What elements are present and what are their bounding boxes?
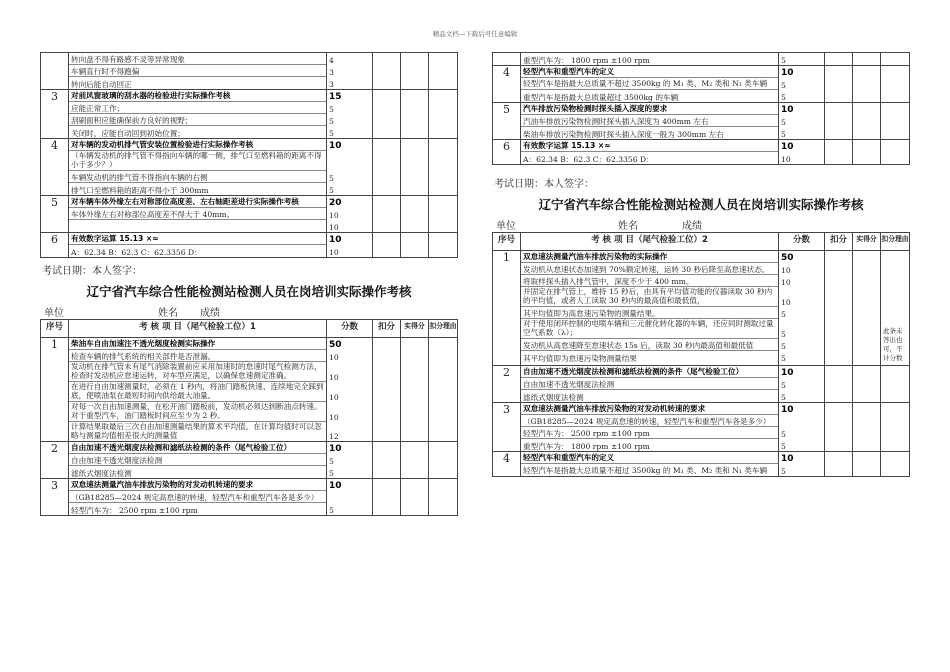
item-score	[327, 491, 372, 503]
score-cell	[327, 90, 373, 139]
deduct-cell[interactable]	[373, 233, 401, 258]
items-cell	[521, 251, 779, 366]
reason-cell[interactable]	[429, 53, 458, 90]
row-number: 3	[503, 403, 510, 416]
table-row	[41, 196, 458, 233]
deduct-cell[interactable]	[373, 338, 401, 442]
col-score: 分数	[779, 233, 825, 251]
deduct-cell[interactable]	[373, 442, 401, 479]
table-row	[493, 452, 910, 477]
row-number-cell	[41, 479, 69, 516]
actual-score-cell[interactable]	[853, 403, 881, 452]
deduct-cell[interactable]	[373, 90, 401, 139]
row-number-cell	[41, 53, 69, 90]
col-actual: 实得分	[401, 320, 429, 338]
item-text: 重型汽车为： 1800 rpm ±100 rpm	[523, 56, 650, 65]
item-heading: 有效数字运算 15.13 ×≈	[69, 233, 326, 245]
item-heading-score: 15	[329, 92, 342, 102]
item-text: 排气口至燃料箱的距离不得小于 300mm	[71, 186, 209, 195]
item-score: 5	[781, 430, 786, 439]
item-heading: 双怠速法测量汽油车排放污染物的对发动机转速的要求	[69, 479, 326, 491]
reason-cell[interactable]	[429, 442, 458, 479]
col-no: 序号	[41, 320, 69, 338]
deduct-cell[interactable]	[825, 140, 853, 165]
item-text: 轻型汽车是指最大总质量不超过 3500kg 的 M₁ 类、M₂ 类和 N₁ 类车辆	[521, 78, 778, 90]
item-text: （GB18285—2024 规定高怠速的转速，轻型汽车和重型汽车各是多少）	[521, 415, 778, 427]
actual-score-cell[interactable]	[853, 452, 881, 477]
exam-score-table	[492, 232, 910, 477]
row-number-cell	[493, 251, 521, 366]
item-score: 10	[781, 266, 791, 275]
result-label: 成绩	[682, 221, 702, 232]
reason-cell[interactable]	[881, 251, 910, 366]
row-number: 5	[51, 196, 58, 209]
item-score: 5	[781, 81, 786, 90]
items-cell	[69, 53, 327, 90]
item-score: 5	[781, 330, 786, 339]
deduct-cell[interactable]	[373, 196, 401, 233]
table-row	[493, 366, 910, 403]
item-heading: 对车辆的发动机排气管安装位置检验进行实际操作考核	[69, 139, 326, 151]
item-text: 轻型汽车为： 2500 rpm ±100 rpm	[71, 506, 198, 515]
item-score: 10	[329, 373, 339, 382]
item-score: 3	[329, 68, 334, 77]
reason-cell[interactable]	[429, 90, 458, 139]
item-score: 12	[329, 432, 339, 441]
row-number: 6	[503, 140, 510, 153]
items-cell	[521, 366, 779, 403]
reason-cell[interactable]	[429, 139, 458, 196]
score-cell	[779, 103, 825, 140]
item-text: 轻型汽车是指最大总质量不超过 3500kg 的 M₁ 类、M₂ 类和 N₁ 类车辆	[523, 466, 768, 475]
actual-score-cell[interactable]	[853, 103, 881, 140]
item-score: 5	[781, 342, 786, 351]
table-row	[493, 103, 910, 140]
row-number-cell	[41, 196, 69, 233]
reason-cell[interactable]	[881, 103, 910, 140]
item-text: 轻型汽车为： 2500 rpm ±100 rpm	[521, 427, 778, 439]
item-heading: 有效数字运算 15.13 ×≈	[521, 140, 778, 152]
reason-cell[interactable]	[429, 479, 458, 516]
items-cell	[69, 442, 327, 479]
item-heading-score: 10	[781, 405, 794, 415]
reason-cell[interactable]	[881, 66, 910, 103]
reason-cell[interactable]	[881, 140, 910, 165]
right-page	[492, 52, 910, 477]
reason-cell[interactable]	[881, 403, 910, 452]
item-text: 重型汽车为： 1800 rpm ±100 rpm	[523, 442, 650, 451]
actual-score-cell[interactable]	[401, 442, 429, 479]
item-heading-score: 50	[329, 340, 342, 350]
score-cell	[779, 366, 825, 403]
score-cell	[779, 403, 825, 452]
deduct-cell[interactable]	[825, 103, 853, 140]
item-text: 在进行自由加速测量时，必须在 1 秒内，将油门踏板快速、连续地完全踩到底，使喷油泵在最短时间内供给最大油量。	[69, 382, 326, 402]
item-heading: 汽车排放污染物检测时探头插入深度的要求	[521, 103, 778, 115]
row-number: 3	[51, 479, 58, 492]
item-text: 自由加速不透光烟度法检测	[521, 378, 778, 390]
col-deduct: 扣分	[373, 320, 401, 338]
reason-cell[interactable]	[881, 53, 910, 66]
table-row	[41, 338, 458, 442]
top-score-table	[40, 52, 458, 258]
item-text: 车体外缘左右对称部位高度差不得大于 40mm。	[69, 208, 326, 220]
row-number: 6	[51, 233, 58, 246]
candidate-info	[40, 304, 458, 319]
actual-score-cell[interactable]	[401, 196, 429, 233]
score-cell	[779, 251, 825, 366]
score-cell	[327, 53, 373, 90]
col-deduct: 扣分	[825, 233, 853, 251]
item-score: 5	[781, 56, 786, 65]
item-heading-score: 10	[781, 68, 794, 78]
deduct-cell[interactable]	[825, 66, 853, 103]
item-text: 滤纸式烟度法检测	[523, 393, 584, 402]
item-text	[69, 220, 326, 232]
item-score: 5	[329, 105, 334, 114]
reason-cell[interactable]	[429, 196, 458, 233]
item-score	[779, 415, 824, 427]
table-row	[41, 53, 458, 90]
item-score: 5	[329, 469, 334, 478]
item-text: （GB18285—2024 规定高怠速的转速，轻型汽车和重型汽车各是多少）	[69, 491, 326, 503]
items-cell	[69, 90, 327, 139]
name-label: 姓名	[618, 221, 638, 232]
actual-score-cell[interactable]	[853, 251, 881, 366]
deduct-cell[interactable]	[373, 479, 401, 516]
item-text: A：62.34 B：62.3 C：62.3356 D：	[71, 248, 202, 257]
item-score: 5	[781, 393, 786, 402]
item-score: 5	[781, 381, 786, 390]
unit-label: 单位	[496, 221, 516, 232]
row-number-cell	[493, 403, 521, 452]
row-number: 4	[503, 452, 510, 465]
col-item: 考 核 项 目（尾气检验工位）1	[69, 320, 327, 338]
item-score: 4	[329, 56, 334, 65]
row-number: 5	[503, 103, 510, 116]
deduct-cell[interactable]	[373, 139, 401, 196]
item-heading-score: 10	[329, 481, 342, 491]
row-number: 1	[503, 251, 510, 264]
items-cell	[521, 140, 779, 165]
row-number-cell	[41, 90, 69, 139]
score-cell	[327, 196, 373, 233]
score-cell	[327, 338, 373, 442]
row-number-cell	[41, 338, 69, 442]
row-number-cell	[493, 140, 521, 165]
item-score: 5	[781, 354, 786, 363]
deduct-cell[interactable]	[825, 251, 853, 366]
item-score: 5	[329, 117, 334, 126]
table-row	[41, 479, 458, 516]
page-title: 辽宁省汽车综合性能检测站检测人员在岗培训实际操作考核	[86, 284, 412, 299]
items-cell	[521, 66, 779, 103]
row-number: 4	[503, 66, 510, 79]
actual-score-cell[interactable]	[853, 140, 881, 165]
item-score: 10	[781, 278, 791, 287]
top-score-table	[492, 52, 910, 165]
col-score: 分数	[327, 320, 373, 338]
table-row	[41, 90, 458, 139]
candidate-info	[492, 217, 910, 232]
table-row	[493, 53, 910, 66]
row-number: 1	[51, 338, 58, 351]
item-heading: 轻型汽车和重型汽车的定义	[521, 452, 778, 464]
table-row	[493, 403, 910, 452]
item-score: 5	[781, 467, 786, 476]
item-text: 柴油车排放污染物检测时探头插入深度一般为 300mm 左右	[523, 130, 724, 139]
item-score: 5	[781, 442, 786, 451]
reason-cell[interactable]	[881, 452, 910, 477]
items-cell	[69, 139, 327, 196]
table-row	[41, 233, 458, 258]
item-heading: 双怠速法测量汽油车排放污染物的对发动机转速的要求	[521, 403, 778, 415]
item-text: 将取样探头插入排气管中，深度不少于 400 mm。	[521, 275, 778, 287]
item-score: 5	[781, 93, 786, 102]
item-heading-score: 10	[329, 141, 342, 151]
actual-score-cell[interactable]	[401, 53, 429, 90]
col-item: 考 核 项 目（尾气检验工位）2	[521, 233, 779, 251]
items-cell	[521, 53, 779, 66]
row-number-cell	[493, 452, 521, 477]
item-score	[327, 151, 372, 171]
item-text: 汽油车排放污染物检测时探头插入深度为 400mm 左右	[521, 115, 778, 127]
item-text: 并固定在排气管上，维持 15 秒后，由具有平均值功能的仪器读取 30 秒内的平均值，或者人工读取 30 秒内的最高值和最低值，	[521, 287, 778, 307]
col-actual: 实得分	[853, 233, 881, 251]
row-number-cell	[493, 53, 521, 66]
score-cell	[327, 139, 373, 196]
item-score: 10	[329, 223, 339, 232]
score-cell	[327, 233, 373, 258]
reason-cell[interactable]	[429, 338, 458, 442]
unit-label: 单位	[44, 308, 64, 319]
actual-score-cell[interactable]	[853, 66, 881, 103]
exam-date-signature: 考试日期：本人签字：	[42, 266, 142, 277]
col-no: 序号	[493, 233, 521, 251]
table-header	[41, 320, 458, 338]
score-cell	[779, 53, 825, 66]
name-label: 姓名	[158, 308, 178, 319]
item-text: 刮刷面积应能确保前方良好的视野；	[69, 114, 326, 126]
deduct-cell[interactable]	[825, 403, 853, 452]
item-score: 5	[329, 186, 334, 195]
row-number: 3	[51, 90, 58, 103]
row-number: 4	[51, 139, 58, 152]
reason-note: 此条未答出也可，不计分数	[883, 327, 903, 362]
item-text: 滤纸式烟度法检测	[71, 469, 132, 478]
actual-score-cell[interactable]	[401, 338, 429, 442]
items-cell	[521, 103, 779, 140]
item-text: 重型汽车是指最大总质量超过 3500kg 的车辆	[523, 93, 679, 102]
item-text: 转向盘不得有路感不灵等异常现象	[69, 53, 326, 65]
item-score: 5	[781, 310, 786, 319]
items-cell	[521, 452, 779, 477]
deduct-cell[interactable]	[373, 53, 401, 90]
row-number-cell	[41, 139, 69, 196]
item-text: 对每一次自由加速测量，在松开油门踏板前，发动机必须达到断油点转速。对于重型汽车，油门踏板时间应至少为 2 秒。	[69, 402, 326, 422]
item-heading-score: 10	[781, 142, 794, 152]
item-heading-score: 50	[781, 253, 794, 263]
item-heading-score: 10	[329, 235, 342, 245]
item-heading: 双怠速法测量汽油车排放污染物的实际操作	[521, 251, 778, 263]
table-row	[41, 442, 458, 479]
item-text: 检查车辆的排气系统的相关部件是否泄漏。	[69, 350, 326, 362]
table-header	[493, 233, 910, 251]
row-number: 2	[503, 366, 510, 379]
score-cell	[779, 66, 825, 103]
score-cell	[327, 442, 373, 479]
item-score: 10	[329, 413, 339, 422]
item-heading: 轻型汽车和重型汽车的定义	[521, 66, 778, 78]
item-text: 计算结果取最后三次自由加速测量结果的算术平均值，在计算均值时可以忽略与测量均值相差很大的测量值	[71, 422, 322, 440]
col-reason: 扣分理由	[429, 320, 458, 338]
item-heading: 自由加速不透光烟度法检测和滤纸法检测的条件（尾气检验工位）	[69, 442, 326, 454]
item-score: 10	[329, 211, 339, 220]
page-title: 辽宁省汽车综合性能检测站检测人员在岗培训实际操作考核	[538, 197, 864, 212]
table-row	[41, 139, 458, 196]
item-text: 其平均值即为高怠速污染物的测量结果。	[521, 307, 778, 319]
item-heading-score: 10	[781, 454, 794, 464]
score-cell	[779, 140, 825, 165]
item-score: 5	[329, 506, 334, 515]
actual-score-cell[interactable]	[401, 233, 429, 258]
row-number-cell	[493, 366, 521, 403]
items-cell	[521, 403, 779, 452]
row-number: 2	[51, 442, 58, 455]
row-number-cell	[493, 66, 521, 103]
score-cell	[779, 452, 825, 477]
actual-score-cell[interactable]	[401, 479, 429, 516]
item-text: 关闭时，应能自动回到初始位置；	[71, 129, 185, 138]
row-number-cell	[41, 442, 69, 479]
item-score: 5	[329, 174, 334, 183]
item-heading-score: 20	[329, 198, 342, 208]
table-row	[493, 66, 910, 103]
item-score: 5	[329, 457, 334, 466]
item-text: 发动机从高怠速降至怠速状态 15s 后，读取 30 秒内最高值和最低值	[521, 339, 778, 351]
exam-score-table	[40, 319, 458, 516]
items-cell	[69, 479, 327, 516]
item-score: 10	[781, 298, 791, 307]
item-score: 10	[329, 393, 339, 402]
item-text: A：62.34 B：62.3 C：62.3356 D：	[523, 155, 654, 164]
item-text: 发动机在排气管未有尾气消除装置前应采用加速时的怠速时尾气检测方法，检查时发动机应怠速运转，对车型应满足，以确保怠速测定准确。	[69, 362, 326, 382]
row-number-cell	[41, 233, 69, 258]
item-score: 3	[329, 80, 334, 89]
left-page	[40, 52, 458, 516]
items-cell	[69, 338, 327, 442]
reason-cell[interactable]	[429, 233, 458, 258]
actual-score-cell[interactable]	[853, 53, 881, 66]
items-cell	[69, 233, 327, 258]
item-heading-score: 10	[329, 444, 342, 454]
watermark: 精品文档---下载后可任意编辑	[432, 30, 518, 38]
item-heading: 自由加速不透光烟度法检测和滤纸法检测的条件（尾气检验工位）	[521, 366, 778, 378]
col-reason: 扣分理由	[881, 233, 910, 251]
table-row	[493, 251, 910, 366]
item-heading: 柴油车自由加速注不透光烟度检测实际操作	[69, 338, 326, 350]
item-score: 10	[781, 155, 791, 164]
item-heading: 对车辆车体外缘左右对称部位高度差、左右轴距差进行实际操作考核	[69, 196, 326, 208]
actual-score-cell[interactable]	[401, 90, 429, 139]
score-cell	[327, 479, 373, 516]
row-number-cell	[493, 103, 521, 140]
reason-cell[interactable]	[881, 366, 910, 403]
item-text: 车辆直行时不得跑偏	[69, 65, 326, 77]
item-score: 10	[329, 353, 339, 362]
item-score: 10	[329, 248, 339, 257]
actual-score-cell[interactable]	[853, 366, 881, 403]
deduct-cell[interactable]	[825, 452, 853, 477]
item-score: 5	[781, 118, 786, 127]
item-score: 5	[329, 129, 334, 138]
item-text: 自由加速不透光烟度法检测	[69, 454, 326, 466]
actual-score-cell[interactable]	[401, 139, 429, 196]
item-score: 5	[781, 130, 786, 139]
exam-date-signature: 考试日期：本人签字：	[494, 179, 594, 190]
table-row	[493, 140, 910, 165]
deduct-cell[interactable]	[825, 366, 853, 403]
item-text: 应能正常工作；	[69, 102, 326, 114]
item-text: 发动机从怠速状态加速到 70%额定转速，运转 30 秒后降至高怠速状态。	[521, 263, 778, 275]
item-heading-score: 10	[781, 105, 794, 115]
result-label: 成绩	[200, 308, 220, 319]
item-text: 其平均值即为怠速污染物测量结果	[523, 354, 637, 363]
item-text: 转向后能自动回正	[71, 80, 132, 89]
deduct-cell[interactable]	[825, 53, 853, 66]
item-text: 车辆发动机的排气管不得指向车辆的右侧	[69, 171, 326, 183]
item-heading-score: 10	[781, 368, 794, 378]
item-text: 对于使用闭环控制的电喷车辆和三元催化转化器的车辆，还应同时测取过量空气系数（λ）；	[521, 319, 778, 339]
items-cell	[69, 196, 327, 233]
item-heading: 对前风窗玻璃的刮水器的检验进行实际操作考核	[69, 90, 326, 102]
item-text: （车辆发动机的排气管不得指向车辆的哪一侧，排气口至燃料箱的距离不得小于多少？）	[69, 151, 326, 171]
